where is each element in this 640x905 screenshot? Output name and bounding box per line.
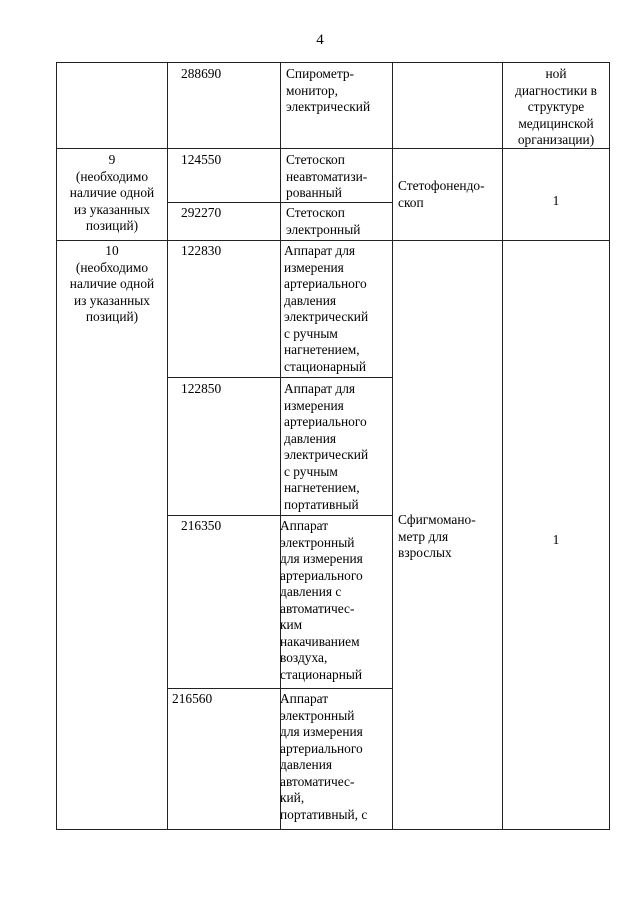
row-divider [167, 515, 392, 516]
equipment-code: 288690 [181, 66, 222, 81]
equipment-code: 216350 [181, 518, 222, 533]
equipment-name: Аппарат для измерения артериального давления электрический с ручным нагнетением, стационарный [284, 243, 369, 374]
equipment-code: 122830 [181, 243, 222, 258]
required-count: 1 [552, 193, 560, 208]
row-divider [56, 240, 610, 241]
table-border-top [56, 62, 610, 63]
equipment-code: 292270 [181, 205, 222, 220]
equipment-name: Спирометр- монитор, электрический [286, 66, 371, 114]
row-divider [167, 377, 392, 378]
equipment-type: Стетофонендо- скоп [398, 178, 485, 210]
item-number: 10 (необходимо наличие одной из указанных позиций) [69, 243, 155, 324]
table-border-right [609, 62, 610, 830]
table-border-bottom [56, 829, 610, 830]
equipment-code: 122850 [181, 381, 222, 396]
equipment-type: Сфигмомано- метр для взрослых [398, 512, 476, 560]
equipment-name: Аппарат электронный для измерения артериального давления с автоматичес- ким накачиванием воздуха, стационарный [280, 518, 363, 682]
table-col-divider [392, 62, 393, 830]
row-divider [167, 202, 392, 203]
item-number: 9 (необходимо наличие одной из указанных позиций) [69, 152, 155, 233]
equipment-name: Аппарат для измерения артериального давления электрический с ручным нагнетением, портативный [284, 381, 369, 512]
equipment-code: 124550 [181, 152, 222, 167]
required-count: ной диагностики в структуре медицинской организации) [515, 66, 597, 147]
equipment-code: 216560 [172, 691, 213, 706]
row-divider [167, 688, 392, 689]
required-count: 1 [552, 532, 560, 547]
table-col-divider [502, 62, 503, 830]
page-number: 4 [316, 32, 324, 48]
table-col-divider [167, 62, 168, 830]
equipment-name: Стетоскоп неавтоматизи- рованный [286, 152, 368, 200]
equipment-name: Аппарат электронный для измерения артериального давления автоматичес- кий, портативный, с [280, 691, 368, 822]
equipment-name: Стетоскоп электронный [286, 205, 361, 237]
